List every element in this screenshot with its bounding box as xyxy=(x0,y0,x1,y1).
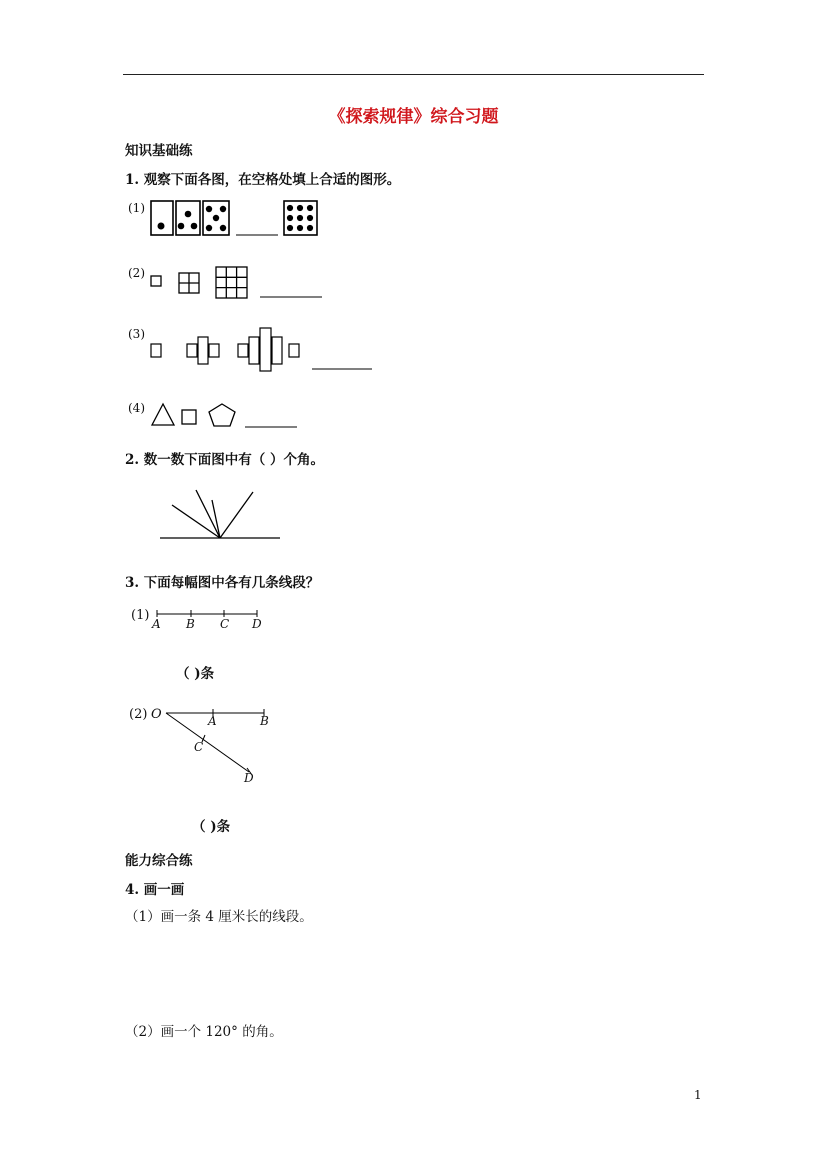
grid-pattern-figure xyxy=(150,265,330,301)
question-4: 4. 画一画 xyxy=(125,882,185,898)
q4-item-1: （1）画一条 4 厘米长的线段。 xyxy=(125,909,313,925)
polygon-pattern-figure xyxy=(150,402,300,432)
page-number: 1 xyxy=(694,1088,702,1102)
question-2: 2. 数一数下面图中有（ ）个角。 xyxy=(125,452,324,468)
header-rule xyxy=(123,74,704,75)
q3-fig1-label: (1) xyxy=(131,608,150,623)
rectangle-pattern-figure xyxy=(150,325,375,375)
angle-count-figure xyxy=(160,490,285,542)
question-1: 1. 观察下面各图，在空格处填上合适的图形。 xyxy=(125,172,401,188)
page-title: 《探索规律》综合习题 xyxy=(328,107,499,127)
point-label-a: A xyxy=(152,617,161,631)
dice-pattern-figure xyxy=(150,199,325,239)
point-label-c2: C xyxy=(194,740,204,754)
q4-item-2: （2）画一个 120° 的角。 xyxy=(125,1024,283,1040)
section-heading-ability: 能力综合练 xyxy=(125,853,193,869)
point-label-d2: D xyxy=(244,771,254,785)
q3-answer-1: （ )条 xyxy=(176,666,215,682)
q1-label-2: (2) xyxy=(128,266,145,280)
q1-label-1: (1) xyxy=(128,201,145,215)
q3-answer-2: （ )条 xyxy=(192,819,231,835)
triangle-shape xyxy=(152,404,174,425)
q1-label-4: (4) xyxy=(128,401,145,415)
square-shape xyxy=(182,410,196,424)
segment-figure-2 xyxy=(160,705,275,785)
point-label-o: O xyxy=(151,707,162,722)
point-label-b: B xyxy=(186,617,195,631)
q3-fig2-label: (2) xyxy=(129,707,148,722)
q1-label-3: (3) xyxy=(128,327,145,341)
point-label-c: C xyxy=(220,617,230,631)
pentagon-shape xyxy=(209,404,235,426)
section-heading-basic: 知识基础练 xyxy=(125,143,193,159)
point-label-d: D xyxy=(252,617,262,631)
question-3: 3. 下面每幅图中各有几条线段？ xyxy=(125,575,320,591)
point-label-a2: A xyxy=(208,714,217,728)
point-label-b2: B xyxy=(260,714,269,728)
